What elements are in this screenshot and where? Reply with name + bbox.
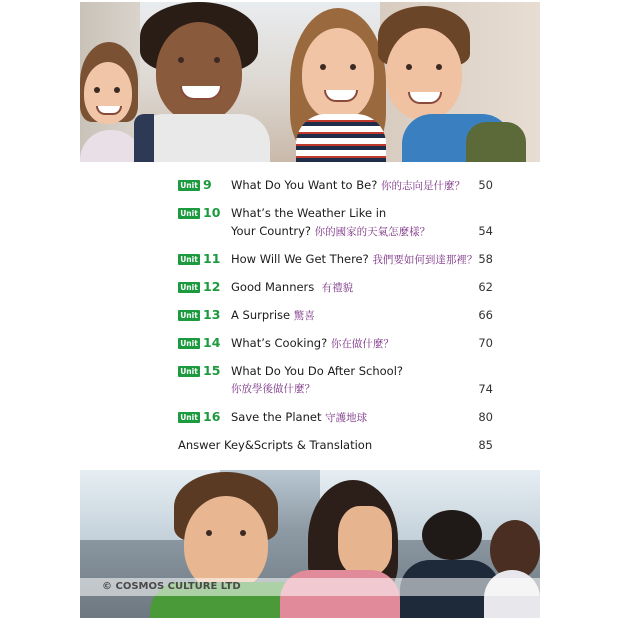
toc-entry-unit-16[interactable]	[178, 410, 493, 426]
toc-entry-unit-14[interactable]	[178, 336, 493, 352]
answer-key-title: Answer Key&Scripts & Translation	[178, 438, 373, 452]
table-of-contents	[80, 162, 540, 472]
page-number: 80	[478, 410, 493, 424]
unit-number: 12	[203, 279, 221, 294]
unit-title-chinese: 我們要如何到達那裡？	[372, 254, 478, 266]
unit-badge: Unit	[178, 254, 200, 265]
unit-title: Good Manners 有禮貌	[231, 280, 354, 294]
unit-number: 14	[203, 335, 221, 350]
page-number: 85	[478, 438, 493, 452]
toc-entry-unit-10[interactable]	[178, 206, 493, 240]
page-number: 74	[478, 382, 493, 396]
page-number: 70	[478, 336, 493, 350]
unit-title: What Do You Do After School?	[231, 364, 403, 378]
unit-title-chinese: 你的志向是什麼？	[380, 180, 465, 192]
unit-badge: Unit	[178, 310, 200, 321]
unit-title-chinese: 你在做什麼？	[330, 338, 394, 350]
toc-entry-unit-12[interactable]	[178, 280, 493, 296]
unit-title-chinese: 你放學後做什麼？	[231, 383, 315, 395]
unit-title-chinese: 驚喜	[293, 310, 315, 322]
top-photo-children	[80, 2, 540, 162]
page-number: 54	[478, 224, 493, 238]
unit-badge: Unit	[178, 338, 200, 349]
toc-entry-answer-key[interactable]	[178, 438, 493, 454]
unit-title: What’s the Weather Like in	[231, 206, 387, 220]
toc-entry-unit-11[interactable]	[178, 252, 493, 268]
unit-number: 15	[203, 363, 221, 378]
unit-badge: Unit	[178, 282, 200, 293]
unit-number: 11	[203, 251, 221, 266]
unit-title-chinese: 有禮貌	[321, 282, 354, 294]
copyright-watermark: © COSMOS CULTURE LTD	[80, 578, 540, 596]
page-number: 50	[478, 178, 493, 192]
page-number: 58	[478, 252, 493, 266]
unit-title: Save the Planet 守護地球	[231, 410, 368, 424]
unit-title-chinese: 守護地球	[325, 412, 368, 424]
unit-title: A Surprise 驚喜	[231, 308, 315, 322]
unit-title: What Do You Want to Be? 你的志向是什麼？	[231, 178, 465, 192]
unit-badge: Unit	[178, 208, 200, 219]
unit-title: How Will We Get There? 我們要如何到達那裡？	[231, 252, 478, 266]
unit-title-chinese: 你的國家的天氣怎麼樣？	[314, 226, 431, 238]
unit-number: 13	[203, 307, 221, 322]
unit-number: 16	[203, 409, 221, 424]
page-number: 66	[478, 308, 493, 322]
unit-badge: Unit	[178, 366, 200, 377]
book-page	[80, 2, 540, 618]
page-number: 62	[478, 280, 493, 294]
unit-number: 10	[203, 205, 221, 220]
unit-number: 9	[203, 177, 212, 192]
unit-badge: Unit	[178, 412, 200, 423]
toc-entry-unit-13[interactable]	[178, 308, 493, 324]
toc-entry-unit-15[interactable]	[178, 364, 493, 398]
unit-title-line2: Your Country? 你的國家的天氣怎麼樣？	[231, 224, 431, 238]
unit-title: What’s Cooking? 你在做什麼？	[231, 336, 394, 350]
bottom-photo-students	[80, 470, 540, 618]
unit-badge: Unit	[178, 180, 200, 191]
toc-entry-unit-9[interactable]	[178, 178, 493, 194]
